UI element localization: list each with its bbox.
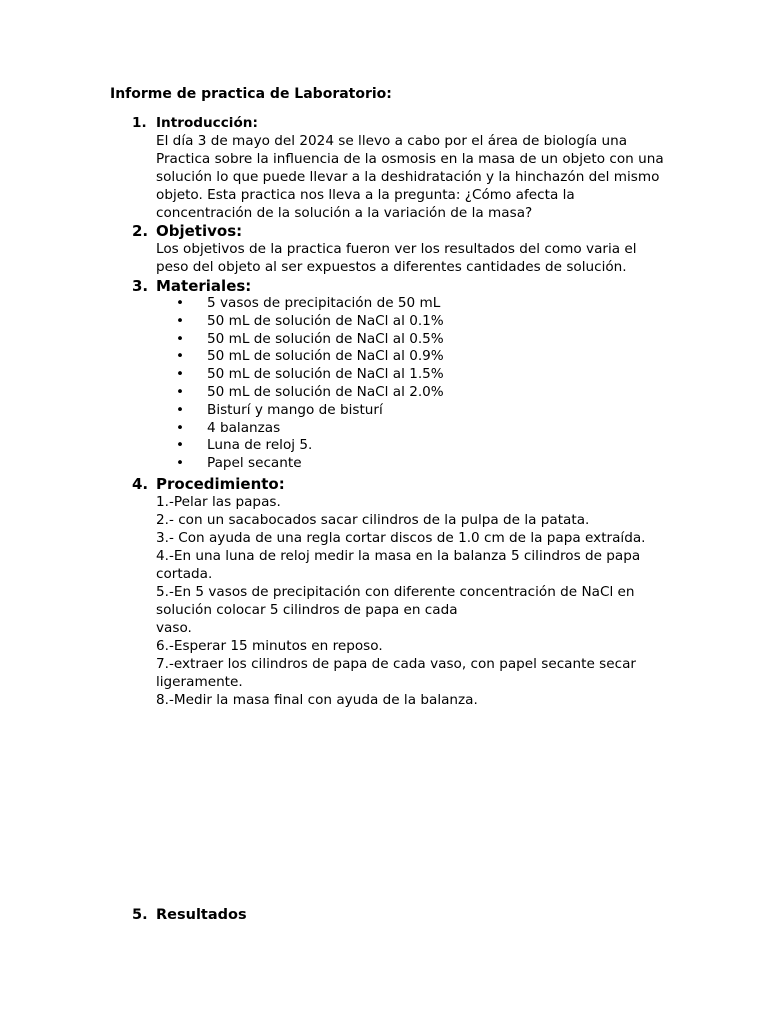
section-title: Objetivos: <box>156 222 243 240</box>
list-item <box>176 420 672 438</box>
introduccion-text: El día 3 de mayo del 2024 se llevo a cabo por el área de biología una Practica sobre la influencia de la osmosis en la masa de un objeto con una solución lo que puede llevar a la deshidratación y la hinchazón del mismo objeto. Esta practica nos lleva a la pregunta: ¿Cómo afecta la concentración de la solución a la variación de la masa? <box>156 133 664 221</box>
list-item <box>176 331 672 349</box>
procedure-step: 2.- con un sacabocados sacar cilindros de la pulpa de la patata. <box>156 512 590 528</box>
section-title: Procedimiento: <box>156 475 285 493</box>
list-item <box>176 348 672 366</box>
procedure-step: 5.-En 5 vasos de precipitación con diferente concentración de NaCl en solución colocar 5 cilindros de papa en cada <box>156 584 635 618</box>
section-heading <box>132 222 672 240</box>
bullet: • <box>176 401 185 418</box>
material-text: 50 mL de solución de NaCl al 1.5% <box>207 366 444 383</box>
material-text: 50 mL de solución de NaCl al 0.1% <box>207 312 444 329</box>
material-text: 50 mL de solución de NaCl al 2.0% <box>207 383 444 400</box>
procedure-step: 3.- Con ayuda de una regla cortar discos de 1.0 cm de la papa extraída. <box>156 530 646 546</box>
procedure-step: 8.-Medir la masa final con ayuda de la balanza. <box>156 692 478 708</box>
list-item <box>176 455 672 473</box>
bullet: • <box>176 419 185 436</box>
section-heading <box>132 114 672 132</box>
list-item <box>176 295 672 313</box>
section-materiales <box>132 277 672 473</box>
section-procedimiento <box>132 475 672 709</box>
procedure-steps <box>156 493 666 709</box>
list-item <box>176 384 672 402</box>
procedure-step: 7.-extraer los cilindros de papa de cada vaso, con papel secante secar ligeramente. <box>156 656 636 690</box>
section-heading <box>132 277 672 295</box>
bullet: • <box>176 455 185 472</box>
section-number: 1. <box>132 115 147 131</box>
list-item <box>176 313 672 331</box>
procedure-step: 1.-Pelar las papas. <box>156 494 281 510</box>
bullet: • <box>176 348 185 365</box>
list-item <box>176 437 672 455</box>
list-item <box>176 402 672 420</box>
materials-list <box>176 295 672 473</box>
section-body <box>156 132 666 222</box>
document-title: Informe de practica de Laboratorio: <box>110 86 392 102</box>
section-introduccion <box>132 114 672 222</box>
bullet: • <box>176 437 185 454</box>
material-text: Bisturí y mango de bisturí <box>207 401 383 418</box>
section-number: 3. <box>132 277 149 295</box>
material-text: 4 balanzas <box>207 419 281 436</box>
section-heading <box>132 906 672 924</box>
objetivos-text: Los objetivos de la practica fueron ver los resultados del como varia el peso del objeto al ser expuestos a diferentes cantidades de solución. <box>156 241 637 275</box>
section-number: 2. <box>132 222 149 240</box>
section-heading <box>132 475 672 493</box>
section-title: Resultados <box>156 907 247 923</box>
bullet: • <box>176 366 185 383</box>
material-text: 5 vasos de precipitación de 50 mL <box>207 295 441 311</box>
section-number: 5. <box>132 907 148 923</box>
bullet: • <box>176 295 185 311</box>
list-item <box>176 366 672 384</box>
bullet: • <box>176 330 185 347</box>
section-resultados <box>132 906 672 924</box>
material-text: Papel secante <box>207 455 302 472</box>
bullet: • <box>176 383 185 400</box>
section-body <box>156 240 666 276</box>
procedure-step: 4.-En una luna de reloj medir la masa en la balanza 5 cilindros de papa cortada. <box>156 548 641 582</box>
procedure-step: vaso. <box>156 620 192 636</box>
bullet: • <box>176 312 185 329</box>
material-text: Luna de reloj 5. <box>207 437 313 454</box>
section-title: Introducción: <box>156 115 258 131</box>
section-number: 4. <box>132 475 149 493</box>
material-text: 50 mL de solución de NaCl al 0.5% <box>207 330 444 347</box>
section-objetivos <box>132 222 672 276</box>
section-title: Materiales: <box>156 277 252 295</box>
procedure-step: 6.-Esperar 15 minutos en reposo. <box>156 638 383 654</box>
material-text: 50 mL de solución de NaCl al 0.9% <box>207 348 444 365</box>
